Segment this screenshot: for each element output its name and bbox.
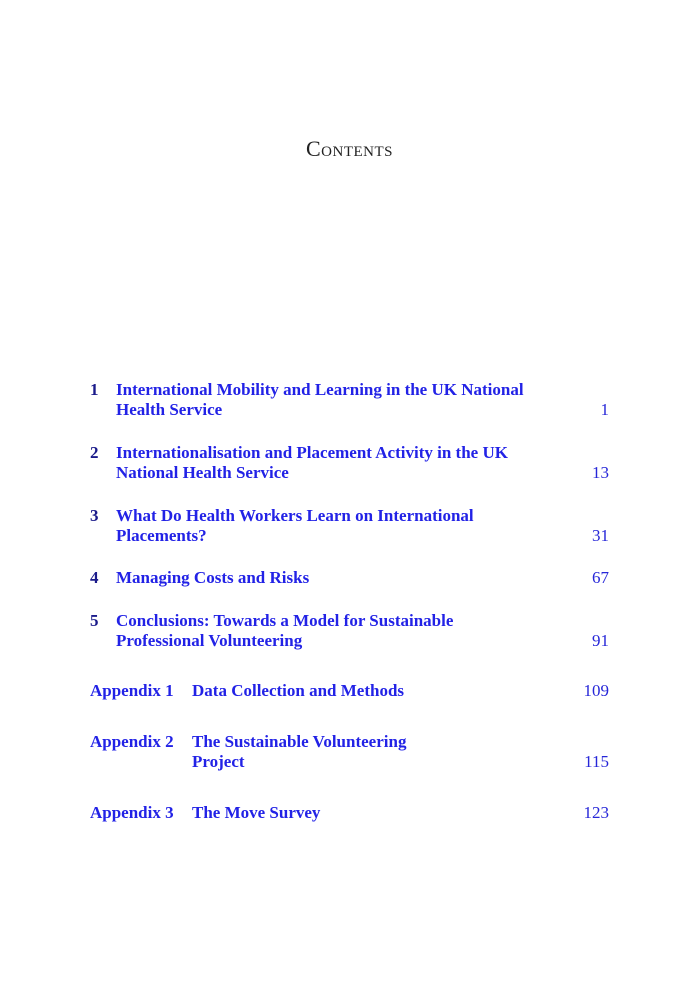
chapter-title[interactable]: International Mobility and Learning in the UK National Health Service — [116, 380, 524, 419]
toc-entry-chapter-5[interactable] — [0, 611, 699, 651]
toc-entry-appendix-2[interactable] — [0, 732, 699, 772]
appendix-title[interactable]: Data Collection and Methods — [192, 681, 405, 700]
appendix-label: Appendix 1 — [90, 681, 174, 700]
chapter-number: 5 — [90, 611, 99, 630]
page-number: 123 — [583, 803, 609, 822]
toc-entry-chapter-3[interactable] — [0, 506, 699, 546]
page-number: 91 — [592, 631, 609, 650]
page-number: 1 — [600, 400, 609, 419]
page-number: 31 — [592, 526, 609, 545]
chapter-title[interactable]: Internationalisation and Placement Activity in the UK National Health Service — [116, 443, 508, 482]
appendix-title[interactable]: The Sustainable Volunteering Project — [192, 732, 407, 771]
toc-entry-chapter-1[interactable] — [0, 380, 699, 420]
chapter-number: 2 — [90, 443, 99, 462]
appendix-label: Appendix 3 — [90, 803, 174, 822]
chapter-number: 3 — [90, 506, 99, 525]
page-number: 109 — [583, 681, 609, 700]
chapter-title[interactable]: What Do Health Workers Learn on International Placements? — [116, 506, 474, 545]
chapter-number: 4 — [90, 568, 99, 587]
appendix-title[interactable]: The Move Survey — [192, 803, 321, 822]
toc-entry-chapter-4[interactable] — [0, 568, 699, 588]
toc-entry-chapter-2[interactable] — [0, 443, 699, 483]
toc-entry-appendix-3[interactable] — [0, 803, 699, 823]
page-number: 67 — [592, 568, 609, 587]
chapter-title[interactable]: Conclusions: Towards a Model for Sustainable Professional Volunteering — [116, 611, 454, 650]
chapter-number: 1 — [90, 380, 99, 399]
page-number: 115 — [584, 752, 609, 771]
page-number: 13 — [592, 463, 609, 482]
page-title: Contents — [305, 136, 393, 161]
appendix-label: Appendix 2 — [90, 732, 174, 751]
chapter-title[interactable]: Managing Costs and Risks — [116, 568, 310, 587]
toc-entry-appendix-1[interactable] — [0, 681, 699, 701]
